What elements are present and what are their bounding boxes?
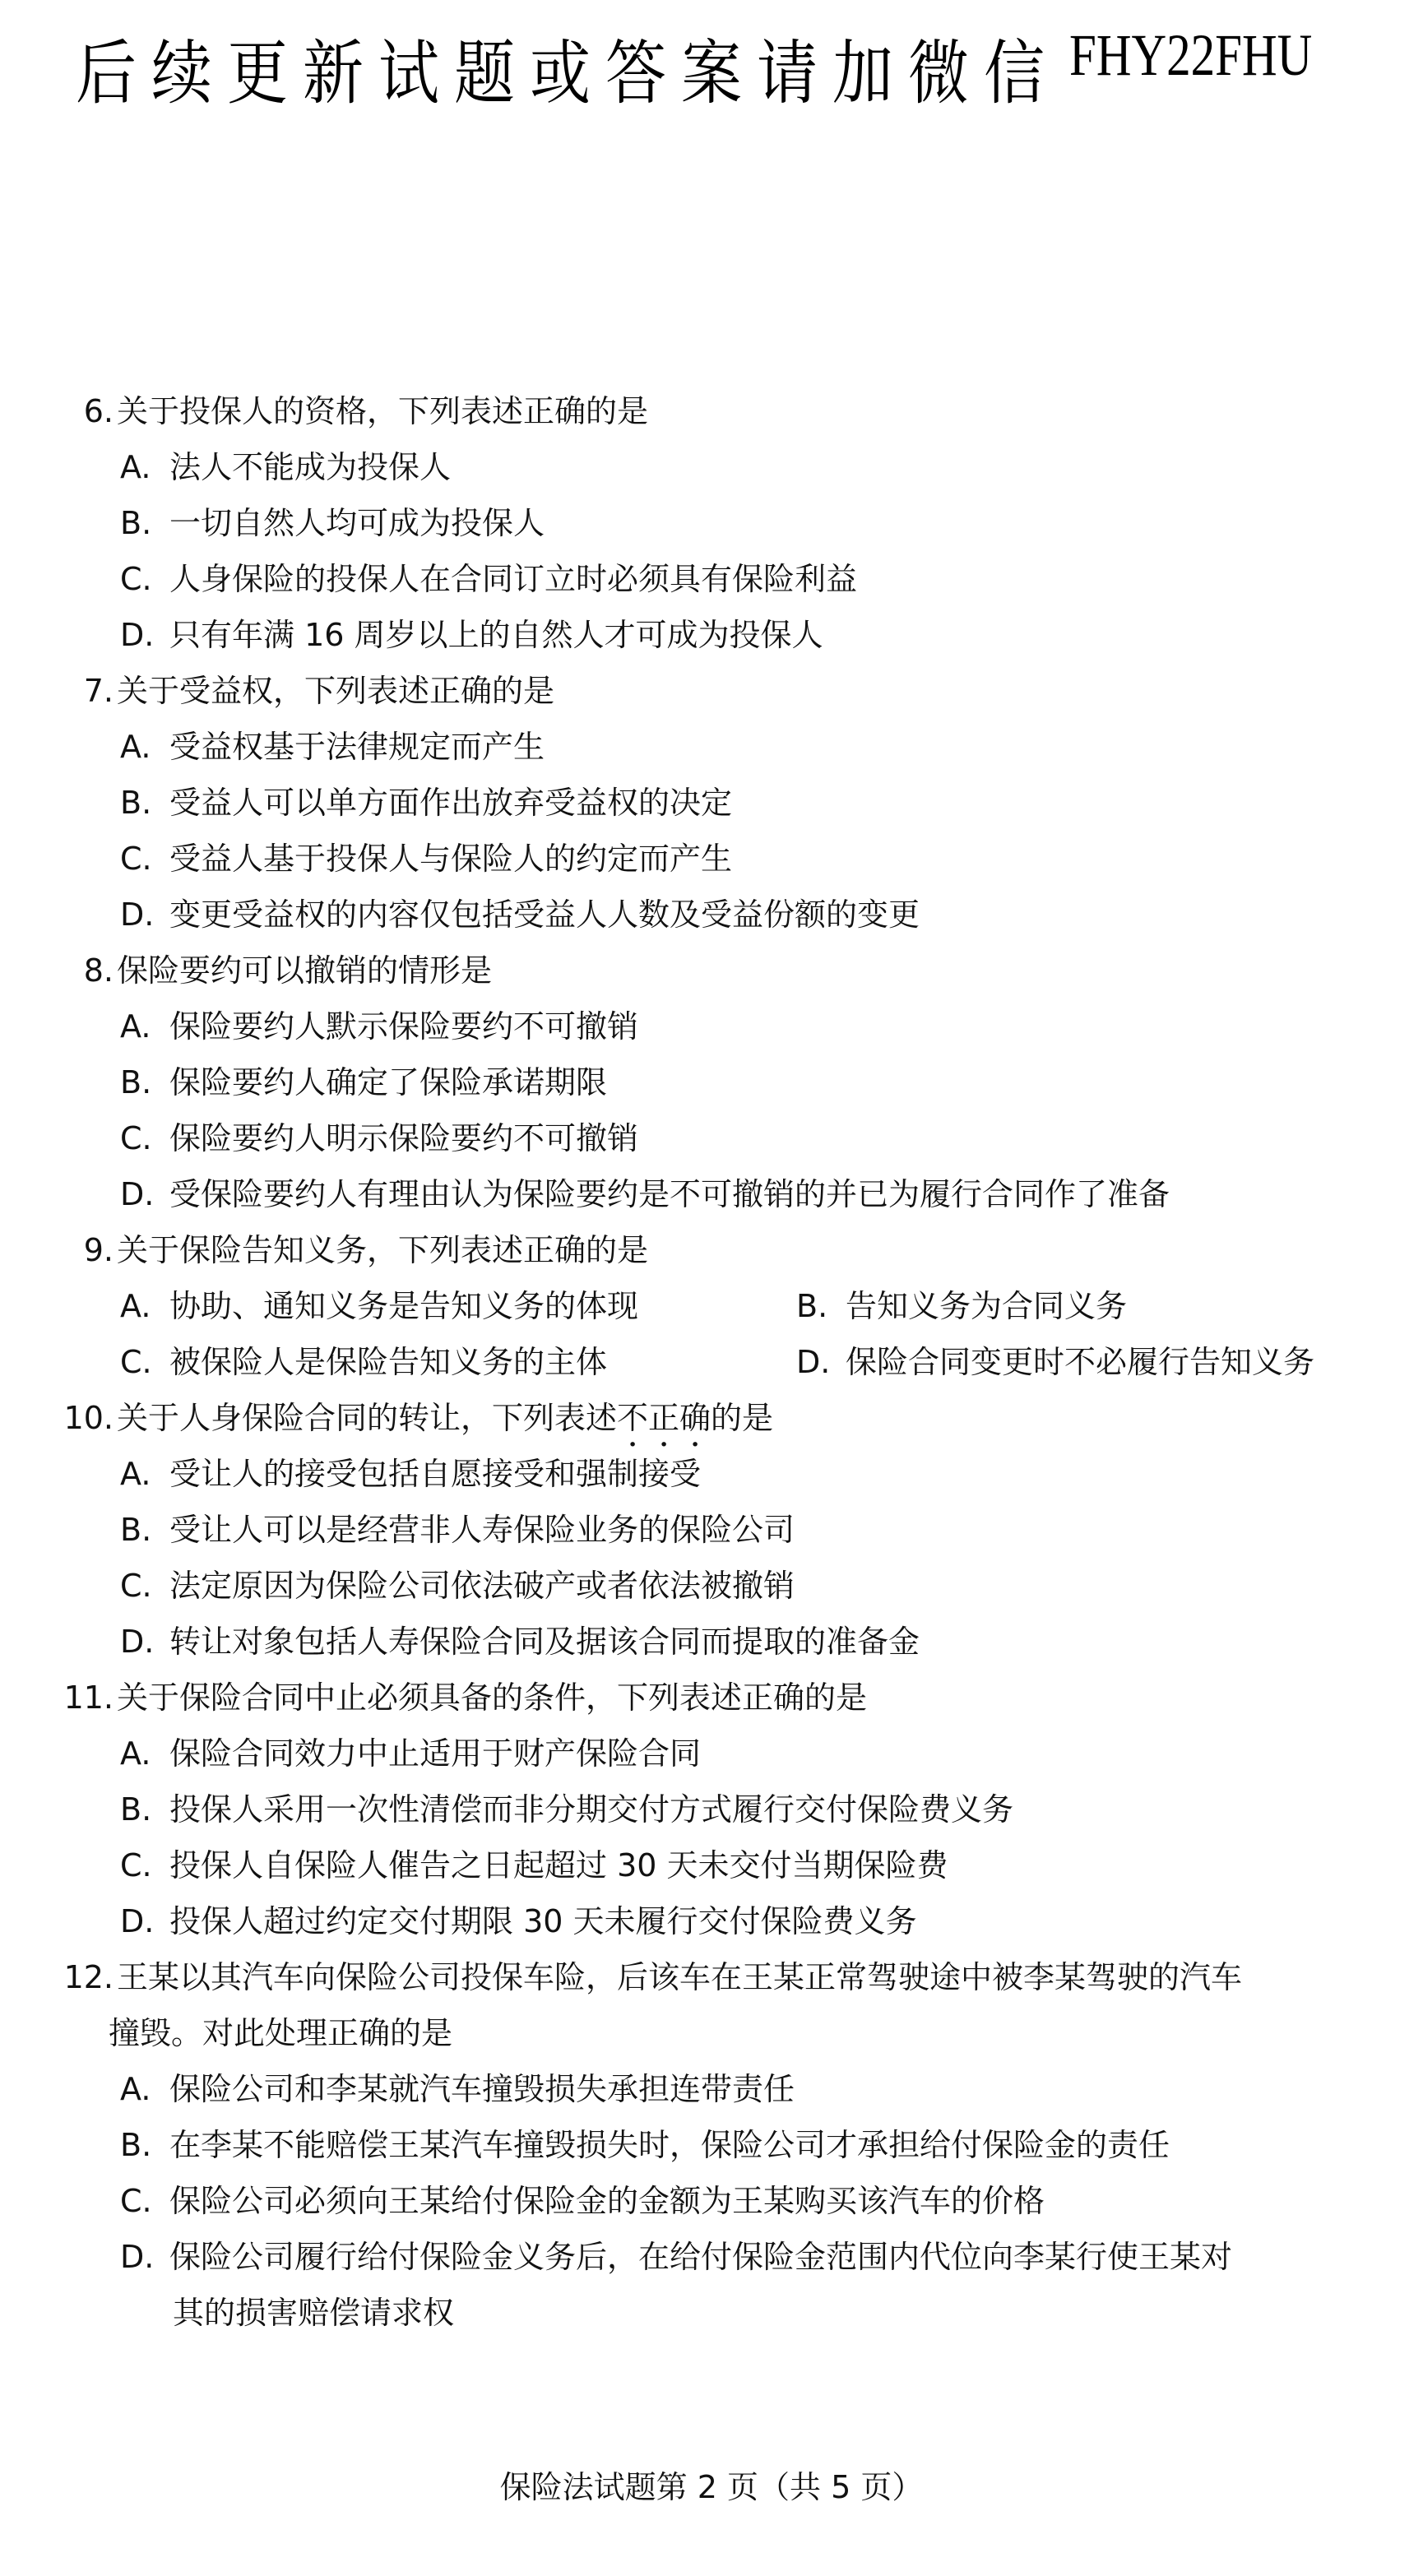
question-number: 12. <box>63 1959 114 1995</box>
question-number: 9. <box>83 1232 114 1268</box>
option-letter: A. <box>120 449 151 485</box>
option-text: 保险要约人确定了保险承诺期限 <box>169 1064 608 1100</box>
stem-text: 撞毁。对此处理正确的是 <box>109 2015 453 2051</box>
option-text: 在李某不能赔偿王某汽车撞毁损失时，保险公司才承担给付保险金的责任 <box>169 2127 1170 2163</box>
option-text: 保险公司和李某就汽车撞毁损失承担连带责任 <box>169 2071 795 2107</box>
option-letter: C. <box>120 1344 152 1380</box>
option-d <box>0 1614 1423 1670</box>
option-letter: B. <box>120 1791 152 1828</box>
option-letter: D. <box>120 1624 155 1660</box>
option-text: 受保险要约人有理由认为保险要约是不可撤销的并已为履行合同作了准备 <box>169 1176 1170 1212</box>
stem-text: 关于保险告知义务，下列表述正确的是 <box>117 1232 649 1268</box>
question-stem <box>117 383 648 439</box>
option-letter: A. <box>120 1008 151 1045</box>
option-d <box>0 2229 1423 2285</box>
option-text: 受益人可以单方面作出放弃受益权的决定 <box>169 785 733 821</box>
option-text: 受让人的接受包括自愿接受和强制接受 <box>169 1456 702 1492</box>
option-b <box>0 1054 1423 1110</box>
question-number: 8. <box>83 952 114 989</box>
option-text: 被保险人是保险告知义务的主体 <box>169 1344 608 1380</box>
option-d <box>0 887 1423 943</box>
question-12 <box>0 1949 1423 2341</box>
option-letter: A. <box>120 1735 151 1772</box>
option-c <box>0 1110 1423 1166</box>
question-7 <box>0 663 1423 943</box>
option-text: 保险要约人默示保险要约不可撤销 <box>169 1008 639 1045</box>
option-text: 法人不能成为投保人 <box>169 449 452 485</box>
option-text: 保险公司履行给付保险金义务后，在给付保险金范围内代位向李某行使王某对 <box>169 2239 1233 2275</box>
question-stem-line <box>0 1390 1423 1446</box>
option-b <box>0 775 1423 831</box>
option-b <box>0 1781 1423 1837</box>
emphasized-text: 不正确 <box>617 1400 712 1436</box>
question-number: 6. <box>83 393 114 429</box>
question-stem <box>117 1222 648 1278</box>
option-text: 协助、通知义务是告知义务的体现 <box>169 1288 639 1324</box>
question-stem-line <box>0 1670 1423 1726</box>
option-text: 人身保险的投保人在合同订立时必须具有保险利益 <box>169 561 858 597</box>
option-text: 保险合同变更时不必履行告知义务 <box>846 1344 1315 1380</box>
option-text: 其的损害赔偿请求权 <box>173 2295 455 2331</box>
option-c <box>0 2173 1423 2229</box>
stem-text: 的是 <box>711 1400 774 1436</box>
option-letter: A. <box>120 1456 151 1492</box>
option-row <box>0 1278 1423 1334</box>
question-9 <box>0 1222 1423 1390</box>
question-stem-line <box>0 383 1423 439</box>
question-list <box>0 383 1423 2341</box>
option-letter: C. <box>120 841 152 877</box>
option-d <box>0 1166 1423 1222</box>
stem-text: 保险要约可以撤销的情形是 <box>117 952 493 989</box>
option-c <box>0 831 1423 887</box>
option-c <box>0 1837 1423 1893</box>
question-stem-line <box>0 1222 1423 1278</box>
option-letter: C. <box>120 1847 152 1883</box>
option-letter: C. <box>120 561 152 597</box>
question-10 <box>0 1390 1423 1670</box>
option-letter: B. <box>120 2127 152 2163</box>
option-c <box>0 1558 1423 1614</box>
option-letter: A. <box>120 2071 151 2107</box>
option-text: 受益人基于投保人与保险人的约定而产生 <box>169 841 733 877</box>
option-b <box>0 2117 1423 2173</box>
option-a <box>0 998 1423 1054</box>
question-stem <box>117 1390 773 1454</box>
question-number: 10. <box>63 1400 114 1436</box>
option-a <box>0 2061 1423 2117</box>
option-letter: C. <box>120 2183 152 2219</box>
option-text: 告知义务为合同义务 <box>846 1288 1128 1324</box>
stem-text: 关于保险合同中止必须具备的条件，下列表述正确的是 <box>117 1679 868 1716</box>
option-a <box>0 1446 1423 1502</box>
stem-text: 关于投保人的资格，下列表述正确的是 <box>117 393 649 429</box>
option-letter: B. <box>120 505 152 541</box>
question-6 <box>0 383 1423 663</box>
option-letter: B. <box>120 785 152 821</box>
option-b <box>0 1502 1423 1558</box>
question-stem-line <box>0 663 1423 719</box>
option-text: 投保人超过约定交付期限 30 天未履行交付保险费义务 <box>169 1903 917 1939</box>
option-a <box>0 1726 1423 1781</box>
option-continuation-line <box>0 2285 1423 2341</box>
question-8 <box>0 943 1423 1222</box>
option-letter: D. <box>120 617 155 653</box>
option-row <box>0 1334 1423 1390</box>
question-stem-continuation-line <box>0 2005 1423 2061</box>
option-letter: C. <box>120 1120 152 1156</box>
option-text: 保险合同效力中止适用于财产保险合同 <box>169 1735 702 1772</box>
option-letter: B. <box>120 1064 152 1100</box>
option-a <box>0 439 1423 495</box>
question-stem-line <box>0 1949 1423 2005</box>
watermark-text: 后续更新试题或答案请加微信 <box>76 33 1059 115</box>
option-text: 受让人可以是经营非人寿保险业务的保险公司 <box>169 1512 795 1548</box>
question-stem-line <box>0 943 1423 998</box>
option-text: 投保人采用一次性清偿而非分期交付方式履行交付保险费义务 <box>169 1791 1014 1828</box>
page-footer: 保险法试题第 2 页（共 5 页） <box>499 2469 924 2505</box>
option-text: 保险要约人明示保险要约不可撤销 <box>169 1120 639 1156</box>
option-text: 转让对象包括人寿保险合同及据该合同而提取的准备金 <box>169 1624 920 1660</box>
option-text: 保险公司必须向王某给付保险金的金额为王某购买该汽车的价格 <box>169 2183 1045 2219</box>
option-b <box>0 495 1423 551</box>
wechat-id: FHY22FHU <box>1069 22 1313 88</box>
option-letter: D. <box>120 1903 155 1939</box>
option-c <box>0 551 1423 607</box>
option-a <box>0 719 1423 775</box>
option-letter: D. <box>120 2239 155 2275</box>
option-d <box>0 607 1423 663</box>
option-text: 受益权基于法律规定而产生 <box>169 729 545 765</box>
option-letter: D. <box>120 897 155 933</box>
question-stem <box>117 1949 1242 2005</box>
option-letter: D. <box>120 1176 155 1212</box>
option-d <box>0 1893 1423 1949</box>
option-text: 变更受益权的内容仅包括受益人人数及受益份额的变更 <box>169 897 920 933</box>
question-stem <box>117 1670 867 1726</box>
option-letter: B. <box>796 1288 828 1324</box>
option-letter: D. <box>796 1344 831 1380</box>
option-text: 只有年满 16 周岁以上的自然人才可成为投保人 <box>169 617 823 653</box>
question-number: 7. <box>83 673 114 709</box>
stem-text: 王某以其汽车向保险公司投保车险，后该车在王某正常驾驶途中被李某驾驶的汽车 <box>117 1959 1243 1995</box>
option-text: 一切自然人均可成为投保人 <box>169 505 545 541</box>
watermark-banner <box>0 18 1423 115</box>
option-letter: B. <box>120 1512 152 1548</box>
question-stem <box>117 663 554 719</box>
option-text: 法定原因为保险公司依法破产或者依法被撤销 <box>169 1568 795 1604</box>
option-text: 投保人自保险人催告之日起超过 30 天未交付当期保险费 <box>169 1847 948 1883</box>
question-stem <box>117 943 492 998</box>
option-letter: C. <box>120 1568 152 1604</box>
stem-text: 关于受益权，下列表述正确的是 <box>117 673 555 709</box>
question-11 <box>0 1670 1423 1949</box>
option-letter: A. <box>120 729 151 765</box>
question-number: 11. <box>63 1679 114 1716</box>
option-letter: A. <box>120 1288 151 1324</box>
stem-text: 关于人身保险合同的转让，下列表述 <box>117 1400 618 1436</box>
